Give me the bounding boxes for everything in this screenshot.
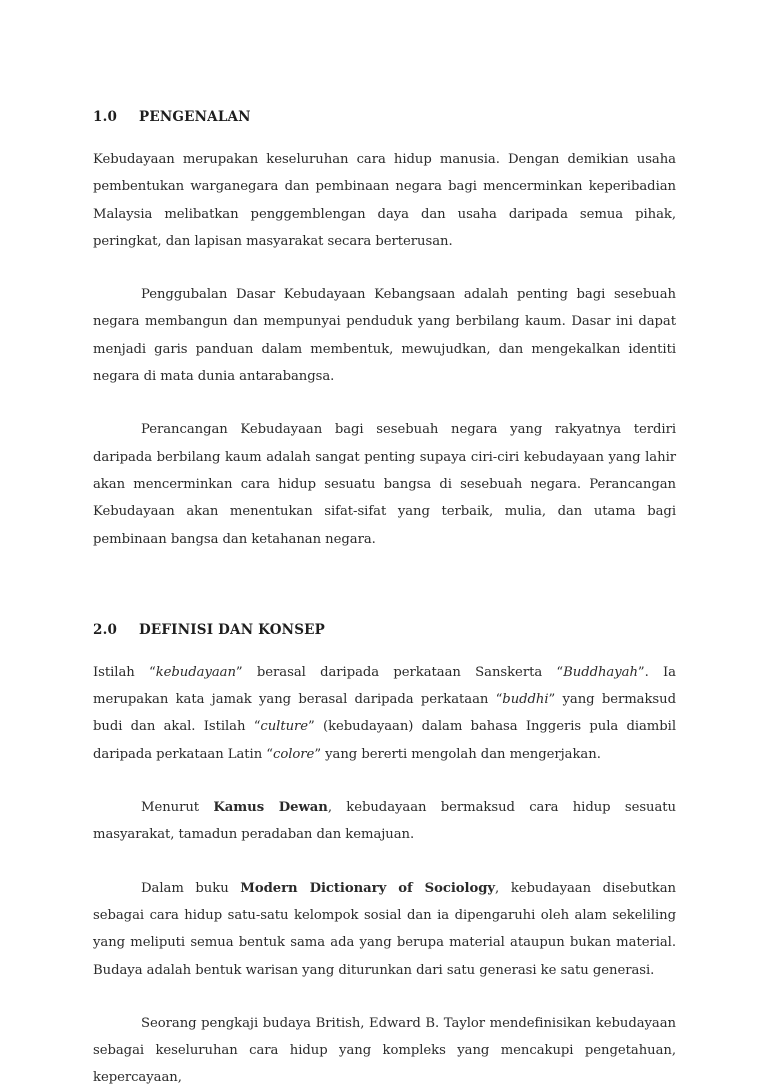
section-number: 1.0 (93, 109, 118, 125)
text-run: ” berasal daripada perkataan Sanskerta “ (235, 664, 564, 680)
text-run: Menurut (141, 800, 214, 816)
paragraph: Perancangan Kebudayaan bagi sesebuah negara yang rakyatnya terdiri daripada berbilang kaum adalah sangat penting supaya ciri-ciri kebudayaan yang lahir akan mencerminkan cara hidup sesuatu bangsa di sesebuah negara. Perancangan Kebudayaan akan menentukan sifat-sifat yang terbaik, mulia, dan utama bagi pembinaan bangsa dan ketahanan negara. (93, 422, 676, 547)
section-title: PENGENALAN (139, 109, 251, 125)
text-run: ” yang bermaksud budi dan akal. Istilah “ (93, 692, 676, 735)
text-run: ” yang bererti mengolah dan mengerjakan. (314, 746, 601, 762)
section-number: 2.0 (93, 621, 118, 638)
text-run: ” (kebudayaan) dalam bahasa Inggeris pula diambil daripada perkataan Latin “ (93, 719, 676, 762)
paragraph-istilah (93, 659, 676, 768)
paragraph: Kebudayaan merupakan keseluruhan cara hidup manusia. Dengan demikian usaha pembentukan warganegara dan pembinaan negara bagi mencerminkan keperibadian Malaysia melibatkan penggemblengan daya dan usaha daripada semua pihak, peringkat, dan lapisan masyarakat secara berterusan. (93, 152, 676, 249)
paragraph-modern-dictionary (93, 875, 676, 984)
paragraph-taylor: Seorang pengkaji budaya British, Edward B. Taylor mendefinisikan kebudayaan sebagai keseluruhan cara hidup yang kompleks yang mencakupi pengetahuan, kepercayaan, (93, 1015, 676, 1086)
section-heading-definisi (93, 617, 676, 643)
italic-term: buddhi (502, 692, 549, 708)
paragraph-kamus-dewan (93, 794, 676, 849)
bold-term: Modern Dictionary of Sociology (240, 880, 496, 896)
text-run: , kebudayaan disebutkan sebagai cara hidup satu-satu kelompok sosial dan ia dipengaruhi oleh alam sekeliling yang meliputi semua bentuk sama ada yang berupa material ataupun bukan material. Budaya adalah bentuk warisan yang diturunkan dari satu generasi ke satu generasi. (93, 880, 676, 978)
italic-term: kebudayaan (155, 664, 236, 680)
text-run: Dalam buku (141, 880, 241, 896)
text-run: , kebudayaan bermaksud cara hidup sesuatu masyarakat, tamadun peradaban dan kemajuan. (93, 800, 677, 843)
bold-term: Kamus Dewan (213, 800, 328, 816)
section-heading-pengenalan (93, 104, 676, 130)
text-run: ”. Ia merupakan kata jamak yang berasal daripada perkataan “ (93, 664, 676, 708)
italic-term: colore (273, 746, 315, 762)
paragraph: Penggubalan Dasar Kebudayaan Kebangsaan adalah penting bagi sesebuah negara membangun dan mempunyai penduduk yang berbilang kaum. Dasar ini dapat menjadi garis panduan dalam membentuk, mewujudkan, dan mengekalkan identiti negara di mata dunia antarabangsa. (93, 287, 676, 385)
document-body (93, 104, 676, 1092)
italic-term: culture (260, 719, 309, 735)
section-title: DEFINISI DAN KONSEP (139, 621, 325, 638)
italic-term: Buddhayah (563, 664, 638, 680)
text-run: Istilah “ (93, 664, 156, 680)
